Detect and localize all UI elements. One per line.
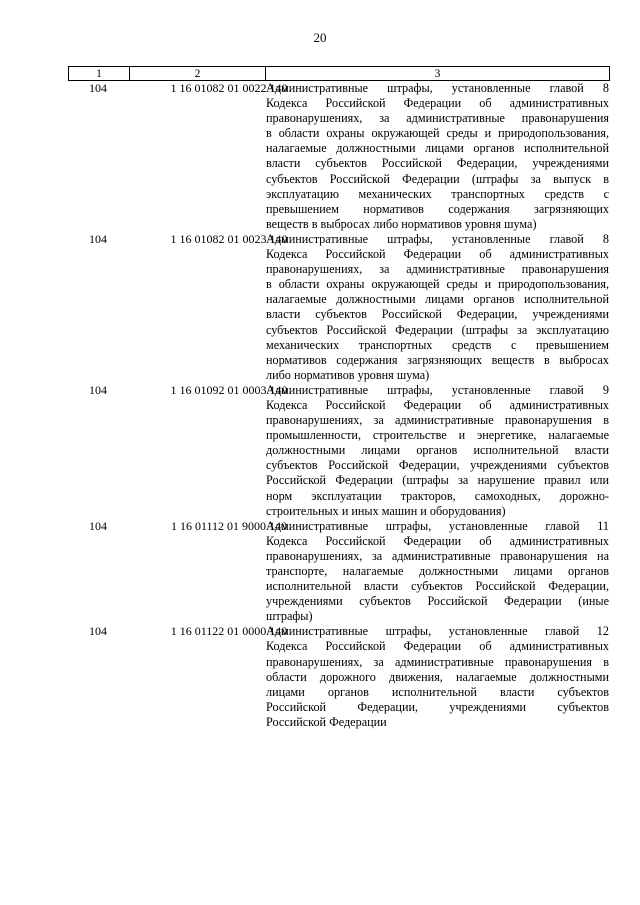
description-line: учреждениями субъектов Российской Федерации (иные — [266, 594, 609, 609]
description-line: Административные штрафы, установленные главой 8 — [266, 231, 609, 246]
description-line: власти субъектов Российской Федерации, учреждениями — [266, 307, 609, 322]
description-line: Административные штрафы, установленные главой 12 — [266, 624, 609, 639]
description-line: Кодекса Российской Федерации об административных — [266, 397, 609, 412]
row-description — [266, 624, 609, 730]
description-line: промышленности, строительстве и энергетике, налагаемые — [266, 428, 609, 443]
description-line: власти субъектов Российской Федерации, учреждениями — [266, 156, 609, 171]
description-line: правонарушениях, за административные правонарушения — [266, 262, 609, 277]
table-row — [68, 624, 613, 730]
header-col-2: 2 — [130, 67, 266, 81]
header-col-1: 1 — [69, 67, 130, 81]
description-line: штрафы) — [266, 609, 313, 624]
description-line: веществ в выбросах либо нормативов уровня шума) — [266, 216, 537, 231]
description-line: механических транспортных средств с превышением — [266, 337, 609, 352]
description-line: Кодекса Российской Федерации об административных — [266, 533, 609, 548]
description-line: Российской Федерации — [266, 714, 387, 729]
row-description — [266, 232, 609, 383]
description-line: правонарушениях, за административные правонарушения — [266, 111, 609, 126]
row-admin-code: 104 — [89, 624, 107, 639]
header-col-3: 3 — [266, 67, 610, 81]
description-line: области дорожного движения, налагаемые должностными — [266, 669, 609, 684]
row-admin-code: 104 — [89, 382, 107, 397]
table-row — [68, 81, 613, 232]
description-line: в области охраны окружающей среды и природопользования, — [266, 277, 609, 292]
description-line: превышением нормативов содержания загрязняющих — [266, 201, 609, 216]
description-line: Российской Федерации (штрафы за нарушение правил или — [266, 473, 609, 488]
row-admin-code: 104 — [89, 81, 107, 95]
description-line: строительных и иных машин и оборудования) — [266, 503, 506, 518]
description-line: либо нормативов уровня шума) — [266, 367, 430, 382]
description-line: правонарушениях, за административные правонарушения в — [266, 654, 609, 669]
description-line: Кодекса Российской Федерации об административных — [266, 639, 609, 654]
table-body — [68, 81, 613, 730]
row-admin-code: 104 — [89, 518, 107, 533]
row-description — [266, 81, 609, 232]
row-description — [266, 519, 609, 625]
table-row — [68, 232, 613, 383]
description-line: лицами органов исполнительной власти субъектов — [266, 684, 609, 699]
row-admin-code: 104 — [89, 231, 107, 246]
description-line: правонарушениях, за административные правонарушения в — [266, 413, 609, 428]
description-line: транспорте, налагаемые должностными лицами органов — [266, 564, 609, 578]
row-kbk-code: 1 16 01112 01 9000 140 — [170, 518, 288, 533]
row-kbk-code: 1 16 01092 01 0003 140 — [170, 382, 288, 397]
description-line: субъектов Российской Федерации, учреждениями субъектов — [266, 458, 609, 473]
description-line: Административные штрафы, установленные главой 9 — [266, 382, 609, 397]
description-line: в области охраны окружающей среды и природопользования, — [266, 126, 609, 141]
description-line: норм эксплуатации тракторов, самоходных, дорожно- — [266, 488, 609, 503]
table-row — [68, 383, 613, 519]
row-kbk-code: 1 16 01082 01 0022 140 — [170, 81, 288, 95]
description-line: налагаемые должностными лицами органов исполнительной — [266, 141, 609, 156]
table-header — [68, 66, 610, 81]
description-line: налагаемые должностными лицами органов исполнительной — [266, 292, 609, 307]
description-line: Административные штрафы, установленные главой 11 — [266, 518, 609, 533]
description-line: Кодекса Российской Федерации об административных — [266, 247, 609, 262]
description-line: должностными лицами органов исполнительной власти — [266, 443, 609, 458]
description-line: Административные штрафы, установленные главой 8 — [266, 81, 609, 95]
description-line: Российской Федерации, учреждениями субъектов — [266, 699, 609, 714]
description-line: правонарушениях, за административные правонарушения на — [266, 548, 609, 563]
row-kbk-code: 1 16 01082 01 0023 140 — [170, 231, 288, 246]
description-line: нормативов содержания загрязняющих веществ в выбросах — [266, 352, 609, 367]
description-line: субъектов Российской Федерации (штрафы за выпуск в — [266, 171, 609, 186]
page-number: 20 — [313, 30, 327, 45]
description-line: субъектов Российской Федерации (штрафы за эксплуатацию — [266, 322, 609, 337]
description-line: исполнительной власти субъектов Российской Федерации, — [266, 579, 609, 594]
table-row — [68, 519, 613, 625]
description-line: Кодекса Российской Федерации об административных — [266, 96, 609, 111]
description-line: эксплуатацию механических транспортных средств с — [266, 186, 609, 201]
row-description — [266, 383, 609, 519]
row-kbk-code: 1 16 01122 01 0000 140 — [170, 624, 288, 639]
